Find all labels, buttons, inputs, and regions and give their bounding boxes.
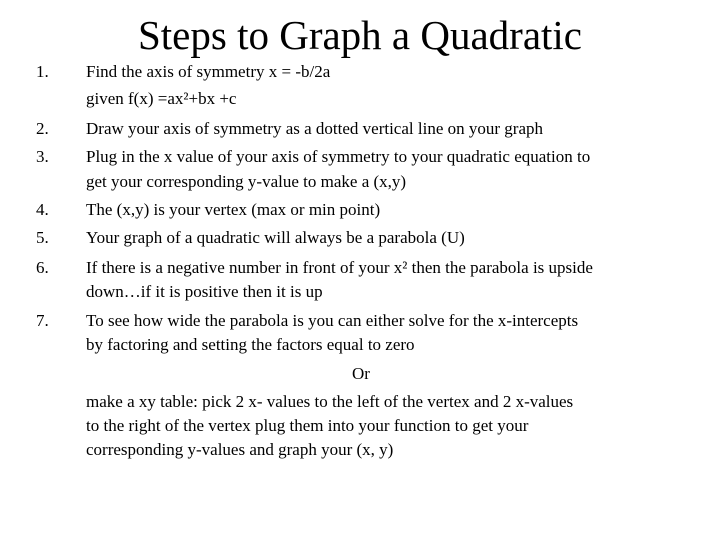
step-text: Your graph of a quadratic will always be a parabola (U): [86, 228, 465, 247]
step-number: 4.: [36, 200, 49, 219]
step-text: get your corresponding y-value to make a (x,y): [86, 172, 407, 191]
step-text: make a xy table: pick 2 x- values to the left of the vertex and 2 x-values: [86, 392, 574, 411]
step-text: corresponding y-values and graph your (x, y): [86, 440, 394, 459]
step-text: Plug in the x value of your axis of symmetry to your quadratic equation to: [86, 147, 591, 166]
or-text: Or: [352, 364, 370, 383]
step-text: by factoring and setting the factors equal to zero: [86, 335, 415, 354]
step-text: Find the axis of symmetry x = -b/2a: [86, 62, 331, 81]
step-text: Draw your axis of symmetry as a dotted vertical line on your graph: [86, 119, 543, 138]
step-number: 2.: [36, 119, 49, 138]
step-number: 5.: [36, 228, 49, 247]
step-number: 6.: [36, 258, 49, 277]
step-number: 1.: [36, 62, 49, 81]
step-text: to the right of the vertex plug them into your function to get your: [86, 416, 529, 435]
step-text: The (x,y) is your vertex (max or min point): [86, 200, 381, 219]
step-text: given f(x) =ax²+bx +c: [86, 89, 237, 108]
step-number: 3.: [36, 147, 49, 166]
step-text: To see how wide the parabola is you can either solve for the x-intercepts: [86, 311, 579, 330]
step-text: down…if it is positive then it is up: [86, 282, 323, 301]
step-number: 7.: [36, 311, 49, 330]
step-text: If there is a negative number in front of your x² then the parabola is upside: [86, 258, 593, 277]
slide-title: Steps to Graph a Quadratic: [137, 12, 583, 58]
